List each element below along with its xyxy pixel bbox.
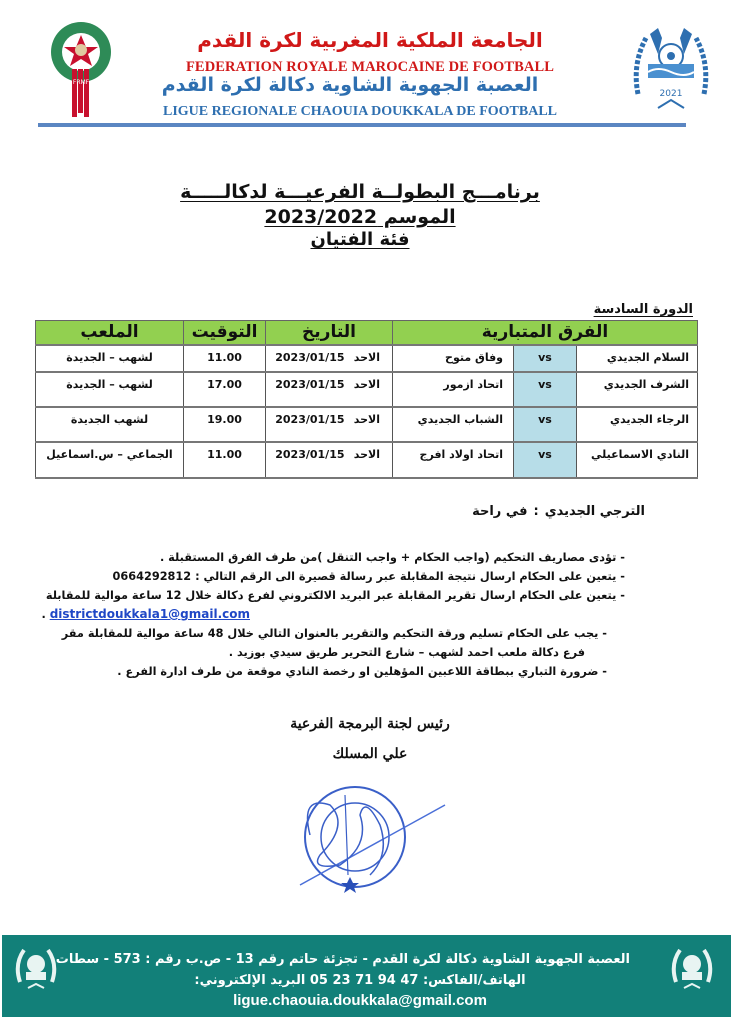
note-item-email-line <box>41 605 625 624</box>
federation-name-fr: FEDERATION ROYALE MAROCAINE DE FOOTBALL <box>185 59 555 75</box>
district-email-link[interactable]: districtdoukkala1@gmail.com <box>49 607 250 621</box>
match-time: 19.00 <box>184 407 266 442</box>
note-item: - يجب على الحكام تسليم ورقة التحكيم والتقرير بالعنوان التالي خلال 48 ساعة موالية للمقابلة مقر <box>61 627 607 640</box>
match-date-value: 2023/01/15 <box>275 412 345 426</box>
signatory-role: رئيس لجنة البرمجة الفرعية <box>290 716 450 732</box>
frmf-logo-icon <box>50 14 112 120</box>
match-time: 11.00 <box>184 442 266 478</box>
vs-label: vs <box>514 442 577 478</box>
header-date: التاريخ <box>266 321 393 345</box>
header-teams: الفرق المتبارية <box>393 321 698 345</box>
rest-status: في راحة <box>472 504 528 519</box>
vs-label: vs <box>514 345 577 372</box>
table-row <box>36 372 698 407</box>
vs-label: vs <box>514 372 577 407</box>
table-row <box>36 442 698 478</box>
rest-team-name: الترجي الجديدي <box>544 504 645 519</box>
table-row <box>36 407 698 442</box>
program-title: برنامـــج البطولــة الفرعيـــة لدكالـــــة <box>180 181 540 203</box>
footer-phone: الهاتف/الفاكس: 47 94 71 23 05 البريد الإلكتروني: <box>194 973 526 988</box>
away-team: وفاق متوح <box>393 345 514 372</box>
match-date <box>266 442 393 478</box>
match-day: الاحد <box>353 350 380 364</box>
match-date-value: 2023/01/15 <box>275 377 345 391</box>
league-name-fr: LIGUE REGIONALE CHAOUIA DOUKKALA DE FOOTBALL <box>162 104 557 119</box>
home-team: النادي الاسماعيلي <box>577 442 698 478</box>
note-item: - يتعين على الحكام ارسال تقرير المقابلة عبر البريد الالكتروني لفرع دكالة خلال 12 ساعة موالية للمقابلة <box>45 589 625 602</box>
note-item: - تؤدى مصاريف التحكيم (واجب الحكام + واجب التنقل )من طرف الفرق المستقبلة . <box>159 551 625 564</box>
note-period: . <box>41 608 50 621</box>
match-date <box>266 407 393 442</box>
away-team: اتحاد اولاد افرج <box>393 442 514 478</box>
home-team: السلام الجديدي <box>577 345 698 372</box>
match-day: الاحد <box>353 412 380 426</box>
match-venue: لشهب الجديدة <box>36 407 184 442</box>
vs-label: vs <box>514 407 577 442</box>
match-date-value: 2023/01/15 <box>275 350 345 364</box>
season-title: الموسم 2023/2022 <box>264 206 456 228</box>
table-row <box>36 345 698 372</box>
match-date <box>266 345 393 372</box>
category-title: فئة الفتيان <box>310 229 410 250</box>
away-team: اتحاد ازمور <box>393 372 514 407</box>
match-day: الاحد <box>353 447 380 461</box>
table-header-row <box>36 321 698 345</box>
signatory-name: علي المسلك <box>332 746 408 762</box>
match-venue: لشهب – الجديدة <box>36 345 184 372</box>
svg-text:FRMF: FRMF <box>72 79 90 86</box>
ligue-chaouia-doukkala-logo-icon <box>628 24 714 120</box>
note-item: - ضرورة التباري ببطاقة اللاعبين المؤهلين او رخصة النادي موقعة من طرف ادارة الفرع . <box>117 665 607 678</box>
match-date <box>266 372 393 407</box>
league-name-ar: العصبة الجهوية الشاوية دكالة لكرة القدم <box>161 74 539 96</box>
header-venue: الملعب <box>36 321 184 345</box>
footer-logo-left-icon <box>14 944 58 994</box>
header-time: التوقيت <box>184 321 266 345</box>
match-venue: لشهب – الجديدة <box>36 372 184 407</box>
match-venue: الجماعي – س.اسماعيل <box>36 442 184 478</box>
schedule-table <box>35 320 698 479</box>
away-team: الشباب الجديدي <box>393 407 514 442</box>
footer-email-link[interactable]: ligue.chaouia.doukkala@gmail.com <box>233 992 487 1009</box>
round-label: الدورة السادسة <box>593 302 693 317</box>
match-date-value: 2023/01/15 <box>275 447 345 461</box>
footer-address: العصبة الجهوية الشاوية دكالة لكرة القدم - تجزئة حاتم رقم 13 - ص.ب رقم : 573 - سطات <box>55 952 630 967</box>
rest-separator: : <box>533 504 539 519</box>
footer-logo-right-icon <box>670 944 714 994</box>
match-time: 17.00 <box>184 372 266 407</box>
rest-team-line <box>472 504 645 519</box>
match-day: الاحد <box>353 377 380 391</box>
note-item-continuation: فرع دكالة ملعب احمد لشهب – شارع التحرير طريق سيدي بوزيد . <box>228 646 585 659</box>
match-time: 11.00 <box>184 345 266 372</box>
federation-name-ar: الجامعة الملكية المغربية لكرة القدم <box>197 28 543 52</box>
svg-text:2021: 2021 <box>659 89 683 99</box>
note-item: - يتعين على الحكام ارسال نتيجة المقابلة عبر رسالة قصيرة الى الرقم التالي : 0664292812 <box>112 570 625 583</box>
header-divider <box>38 123 686 127</box>
official-stamp-signature-icon <box>270 775 460 900</box>
notes-list <box>41 548 625 681</box>
home-team: الشرف الجديدي <box>577 372 698 407</box>
home-team: الرجاء الجديدي <box>577 407 698 442</box>
